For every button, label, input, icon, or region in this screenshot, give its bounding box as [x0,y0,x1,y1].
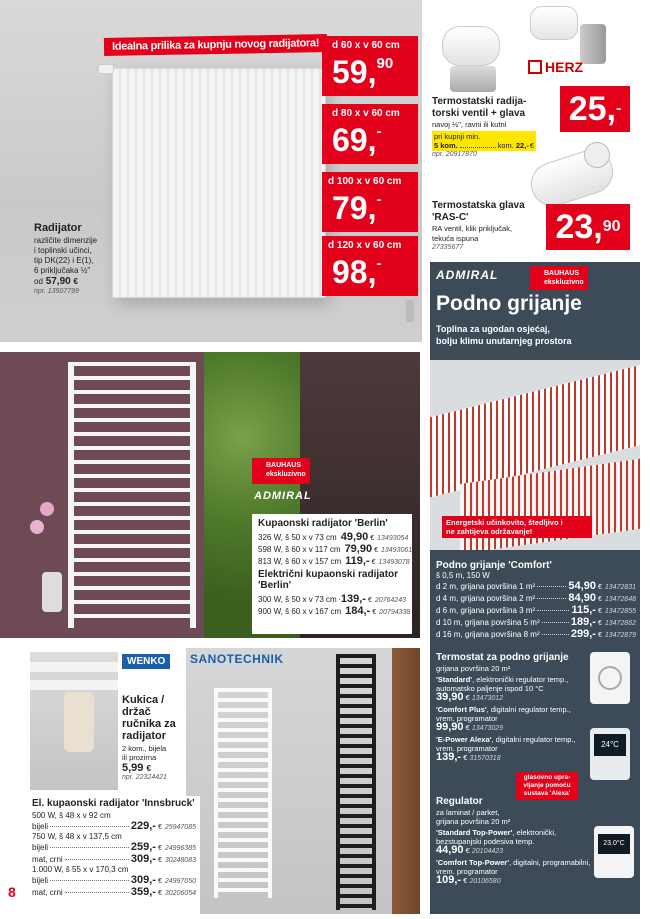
hook-price: 5,99 € [122,762,151,774]
valve-image [442,22,512,92]
orchid-image [28,502,68,612]
valve-title-2: torski ventil + glava [432,108,526,119]
thermostat-item: 'Comfort Plus', digitalni regulator temp., vrem. programator [436,705,571,723]
head-desc-1: RA ventil, klik priključak, [432,224,513,233]
thermostat-standard-image [590,652,630,704]
head-desc-2: tekuća ispuna [432,234,479,243]
callout-line1: Energetski učinkovito, štedljivo i [446,518,563,527]
price-60-cents: 90 [376,55,394,72]
regulator-item: 'Standard Top-Power', elektronički, bezstupanjski podesiva temp. [436,828,557,846]
berlin-brand-logo: ADMIRAL [254,490,312,502]
thermostat-display: 24°C [594,734,626,756]
valve-angle-image [520,6,610,66]
comfort-block [436,560,636,640]
regulator-block [436,796,596,886]
comfort-row: d 6 m, grijana površina 3 m² 115,- € 13472855 [436,604,636,616]
sanotechnik-logo: SANOTECHNIK [190,652,284,666]
floor-title: Podno grijanje [436,292,582,315]
hook-desc-1: 2 kom., bijela [122,744,167,753]
hook-sku: npr. 22324421 [122,774,167,781]
valve-price-cents: - [615,100,622,117]
promo-label: pri kupnji min. [434,132,481,141]
size-label-100: d 100 x v 60 cm [328,176,402,187]
valve-price-int: 25, [568,90,616,128]
price-60 [332,56,412,88]
size-label-80: d 80 x v 60 cm [332,108,400,119]
valve-section [428,0,650,262]
radiator-desc-1: različite dimenzije [34,236,98,245]
wall-pipe [406,300,414,322]
radiator-image [112,68,326,298]
regulator-price: 109,- € 20106580 [436,874,501,886]
thermostat-price: 39,90 € 13473012 [436,691,504,703]
from-euro: € [73,277,78,286]
head-title-2: 'RAS-C' [432,212,469,223]
valve-sku: npr. 20917870 [432,151,477,158]
from-label: od [34,277,43,286]
price-box-100 [322,172,418,232]
wenko-logo: WENKO [122,654,170,669]
berlin-elec-title-2: 'Berlin' [258,580,292,591]
floor-exclusive-badge [530,266,588,290]
herz-brand: HERZ [545,59,584,75]
floor-badge-line1: BAUHAUS [544,270,579,277]
berlin-row: 813 W, š 60 x v 157 cm 119,- € 13493078 [258,555,410,567]
head-price-cents: 90 [602,218,621,235]
price-80 [332,124,412,156]
price-100-cents: - [376,191,382,208]
berlin-badge-line2: ekskluzivno [266,471,306,478]
callout-line2: ne zahtijeva održavanje! [446,527,533,536]
regulator-image [594,826,634,878]
floor-subtitle-1: Toplina za ugodan osjećaj, [436,324,550,334]
hook-info [122,694,184,781]
thermostat-price: 99,90 € 13473029 [436,721,504,733]
comfort-row: d 4 m, grijana površina 2 m² 84,90 € 13472848 [436,592,636,604]
comfort-row: d 2 m, grijana površina 1 m² 54,90 € 13472831 [436,580,636,592]
innsbruck-image-panel [186,648,420,914]
radiator-desc-3: tip DK(22) i E(1), [34,256,94,265]
thermostat-block [436,652,586,763]
price-80-cents: - [376,123,382,140]
alexa-line1: glasovno upra- [523,774,571,781]
radiator-desc-2: i toplinski učinci, [34,246,92,255]
thermostat-spec: grijana površina 20 m² [436,664,511,673]
radiator-info [34,222,124,295]
price-80-int: 69, [332,122,377,158]
regulator-spec-1: za laminat / parket, [436,808,500,817]
herz-mark-icon [528,60,542,74]
berlin-badge-line1: BAUHAUS [266,462,301,469]
page-number: 8 [8,884,16,900]
berlin-section [0,352,420,638]
regulator-price: 44,90 € 20104423 [436,844,504,856]
price-60-int: 59, [332,54,377,90]
head-price-int: 23, [555,208,603,246]
promo-qty: 5 kom. [434,141,458,150]
thermostat-item: 'Standard', elektronički regulator temp., automatsko paljenje ispod 10 °C [436,675,569,693]
innsbruck-row: mat, crni 359,- € 30206054 [32,886,196,898]
price-120-int: 98, [332,254,377,290]
berlin-elec-title-1: Električni kupaonski radijator [258,569,399,580]
innsbruck-spec: 500 W, š 48 x v 92 cm [32,811,111,820]
price-box-60 [322,36,418,96]
promo-euro: € [529,141,534,150]
regulator-item: 'Comfort Top-Power', digitalni, programabilni, vrem. programator [436,858,591,876]
thermostat-title: Termostat za podno grijanje [436,652,569,663]
radiator-from-price [34,276,124,288]
floor-badge-line2: ekskluzivno [544,279,584,286]
price-100 [332,192,412,224]
comfort-row: d 16 m, grijana površina 8 m² 299,- € 13472879 [436,628,636,640]
regulator-display: 23.0°C [598,834,630,854]
regulator-spec-2: grijana površina 20 m² [436,817,511,826]
hook-title-3: ručnika za [122,718,176,730]
price-box-120 [322,236,418,296]
herz-logo [528,58,598,76]
head-title-1: Termostatska glava [432,200,525,211]
thermostat-price: 139,- € 31570318 [436,751,501,763]
radiator-sku: npr. 13507799 [34,288,79,295]
hook-desc-2: ili prozirna [122,753,157,762]
hook-image [30,652,118,790]
black-towel-radiator-image [336,654,376,910]
innsbruck-card [28,796,200,914]
head-sku: 27335677 [432,244,464,251]
price-box-80 [322,104,418,164]
valve-promo [432,131,536,151]
price-120-cents: - [376,255,382,272]
thermostat-digital-image [590,728,630,780]
berlin-row: 326 W, š 50 x v 73 cm 49,90 € 13493054 [258,531,409,543]
regulator-title: Regulator [436,796,483,807]
price-120 [332,256,412,288]
innsbruck-title: El. kupaonski radijator 'Innsbruck' [32,798,195,809]
hook-title-2: držač [122,706,151,718]
radiator-valve [98,64,114,74]
thermostat-item: 'E-Power Alexa', digitalni regulator temp., vrem. programator [436,735,576,753]
hook-title-1: Kukica / [122,694,165,706]
innsbruck-row: bijeli 309,- € 24997050 [32,874,196,886]
berlin-row: 598 W, š 60 x v 117 cm 79,90 € 13493061 [258,543,413,555]
innsbruck-spec: 1.000 W, š 55 x v 170,3 cm [32,865,129,874]
floor-brand-logo: ADMIRAL [436,268,499,282]
radiator-banner: Idealna prilika za kupnju novog radijatora! [104,34,327,56]
head-price-box [546,204,630,250]
size-label-120: d 120 x v 60 cm [328,240,402,251]
innsbruck-row: bijeli 229,- € 25947085 [32,820,196,832]
radiator-section [0,0,422,342]
innsbruck-row: bijeli 259,- € 24996385 [32,841,196,853]
promo-unit: kom. [497,141,514,150]
comfort-row: d 10 m, grijana površina 5 m² 189,- € 13472862 [436,616,636,628]
promo-row [434,141,534,150]
white-towel-radiator-image [214,688,272,898]
price-100-int: 79, [332,190,377,226]
radiator-title: Radijator [34,222,82,234]
promo-price: 22,- [515,141,529,150]
alexa-line3: sustava 'Alexa' [523,790,571,797]
floor-callout [442,516,592,538]
valve-desc: navoj ½", ravni ili kutni [432,120,507,129]
floor-section [430,262,640,914]
comfort-title: Podno grijanje 'Comfort' [436,560,552,571]
alexa-line2: vljanje pomoću [523,782,571,789]
berlin-elec-row: 300 W, š 50 x v 73 cm 139,- € 20764243 [258,593,406,605]
berlin-title: Kupaonski radijator 'Berlin' [258,518,388,529]
from-price-value: 57,90 [45,276,71,287]
floor-subtitle-2: bolju klimu unutarnjeg prostora [436,336,572,346]
berlin-card [252,514,412,634]
head-info [432,200,552,251]
comfort-spec: š 0,5 m, 150 W [436,571,490,580]
bathroom-wood-wall [392,648,420,914]
size-label-60: d 60 x v 60 cm [332,40,400,51]
towel-radiator-image [68,362,196,628]
radiator-price-column [322,36,422,300]
valve-title-1: Termostatski radija- [432,96,527,107]
berlin-exclusive-badge [252,458,310,484]
hook-section [0,648,186,796]
innsbruck-spec: 750 W, š 48 x v 137,5 cm [32,832,122,841]
thermostat-head-image [524,140,620,208]
valve-price-box [560,86,630,132]
innsbruck-row: mat, crni 309,- € 30248083 [32,853,196,865]
berlin-elec-row: 900 W, š 60 x v 167 cm 184,- € 20794338 [258,605,411,617]
radiator-desc-4: 6 priključaka ½" [34,266,91,275]
hook-title-4: radijator [122,730,167,742]
